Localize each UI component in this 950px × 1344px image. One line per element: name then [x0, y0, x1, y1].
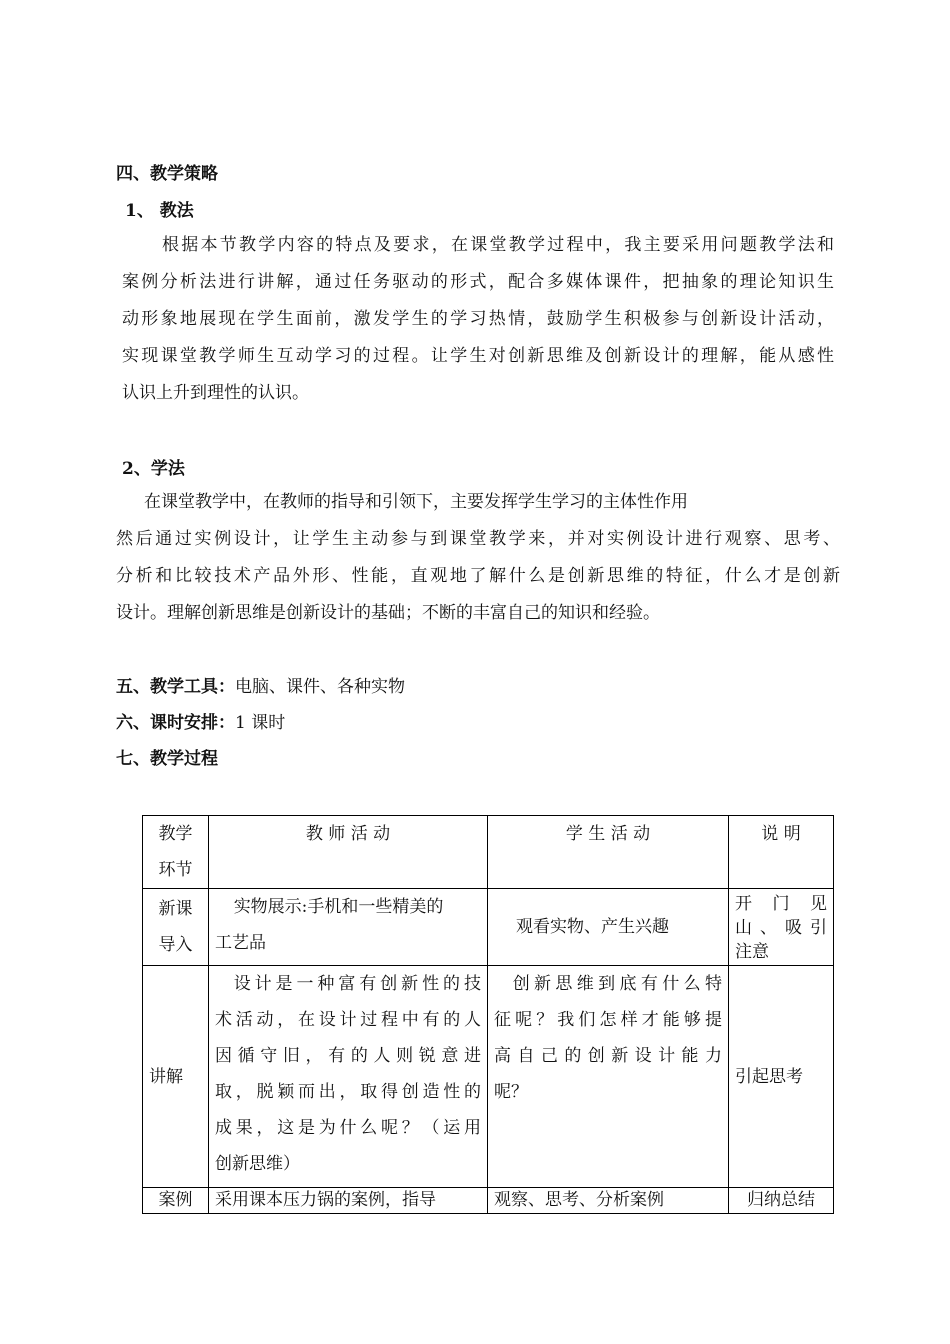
method1-heading: 1、 教法 — [125, 201, 194, 221]
section5-label: 五、教学工具： — [116, 677, 235, 697]
method2-line-3: 分析和比较技术产品外形、性能，直观地了解什么是创新思维的特征，什么才是创新 — [116, 566, 840, 586]
method1-line-2: 案例分析法进行讲解，通过任务驱动的形式，配合多媒体课件，把抽象的理论知识生 — [122, 272, 834, 292]
table-row — [143, 966, 834, 1188]
row3-note: 归纳总结 — [729, 1188, 834, 1214]
row1-note: 开 门 见 山、吸引 注意 — [729, 889, 834, 966]
section7-heading: 七、教学过程 — [116, 749, 218, 769]
table-row — [143, 1188, 834, 1214]
method2-line-4: 设计。理解创新思维是创新设计的基础；不断的丰富自己的知识和经验。 — [116, 603, 660, 623]
method1-line-5: 认识上升到理性的认识。 — [122, 383, 309, 403]
method1-line-1: 根据本节教学内容的特点及要求，在课堂教学过程中，我主要采用问题教学法和 — [162, 235, 834, 255]
lesson-process-table — [142, 815, 834, 1214]
section6-label: 六、课时安排： — [116, 713, 235, 733]
table-header-row — [143, 816, 834, 889]
section5-value: 电脑、课件、各种实物 — [235, 677, 405, 697]
method1-line-4: 实现课堂教学师生互动学习的过程。让学生对创新思维及创新设计的理解，能从感性 — [122, 346, 834, 366]
method2-heading: 2、学法 — [122, 459, 185, 479]
section6-line — [116, 712, 285, 734]
table-row — [143, 889, 834, 966]
row1-teacher: 实物展示:手机和一些精美的 工艺品 — [209, 889, 488, 966]
section6-value: 1 课时 — [235, 713, 286, 733]
row2-note: 引起思考 — [729, 966, 834, 1188]
section5-line — [116, 676, 405, 698]
method2-paragraph — [116, 484, 840, 632]
row2-stage: 讲解 — [143, 966, 209, 1188]
method2-line-2: 然后通过实例设计，让学生主动参与到课堂教学来，并对实例设计进行观察、思考、 — [116, 529, 840, 549]
row3-teacher: 采用课本压力锅的案例，指导 — [209, 1188, 488, 1214]
header-teacher-activity: 教 师 活 动 — [209, 816, 488, 889]
row1-student: 观看实物、产生兴趣 — [488, 889, 729, 966]
method1-paragraph — [122, 227, 834, 412]
row2-student: 创新思维到底有什么特 征呢？我们怎样才能够提 高自己的创新设计能力 呢？ — [488, 966, 729, 1188]
method1-line-3: 动形象地展现在学生面前，激发学生的学习热情，鼓励学生积极参与创新设计活动， — [122, 309, 834, 329]
header-stage: 教学 环节 — [143, 816, 209, 889]
header-note: 说 明 — [729, 816, 834, 889]
row3-stage: 案例 — [143, 1188, 209, 1214]
method2-line-1: 在课堂教学中，在教师的指导和引领下，主要发挥学生学习的主体性作用 — [144, 492, 688, 512]
header-student-activity: 学 生 活 动 — [488, 816, 729, 889]
row3-student: 观察、思考、分析案例 — [488, 1188, 729, 1214]
row1-stage: 新课 导入 — [143, 889, 209, 966]
section4-heading: 四、教学策略 — [116, 164, 218, 184]
row2-teacher: 设计是一种富有创新性的技 术活动，在设计过程中有的人 因循守旧，有的人则锐意进 取，脱颖而出，取得创造性的 成果，这是为什么呢？（运用 创新思维） — [209, 966, 488, 1188]
